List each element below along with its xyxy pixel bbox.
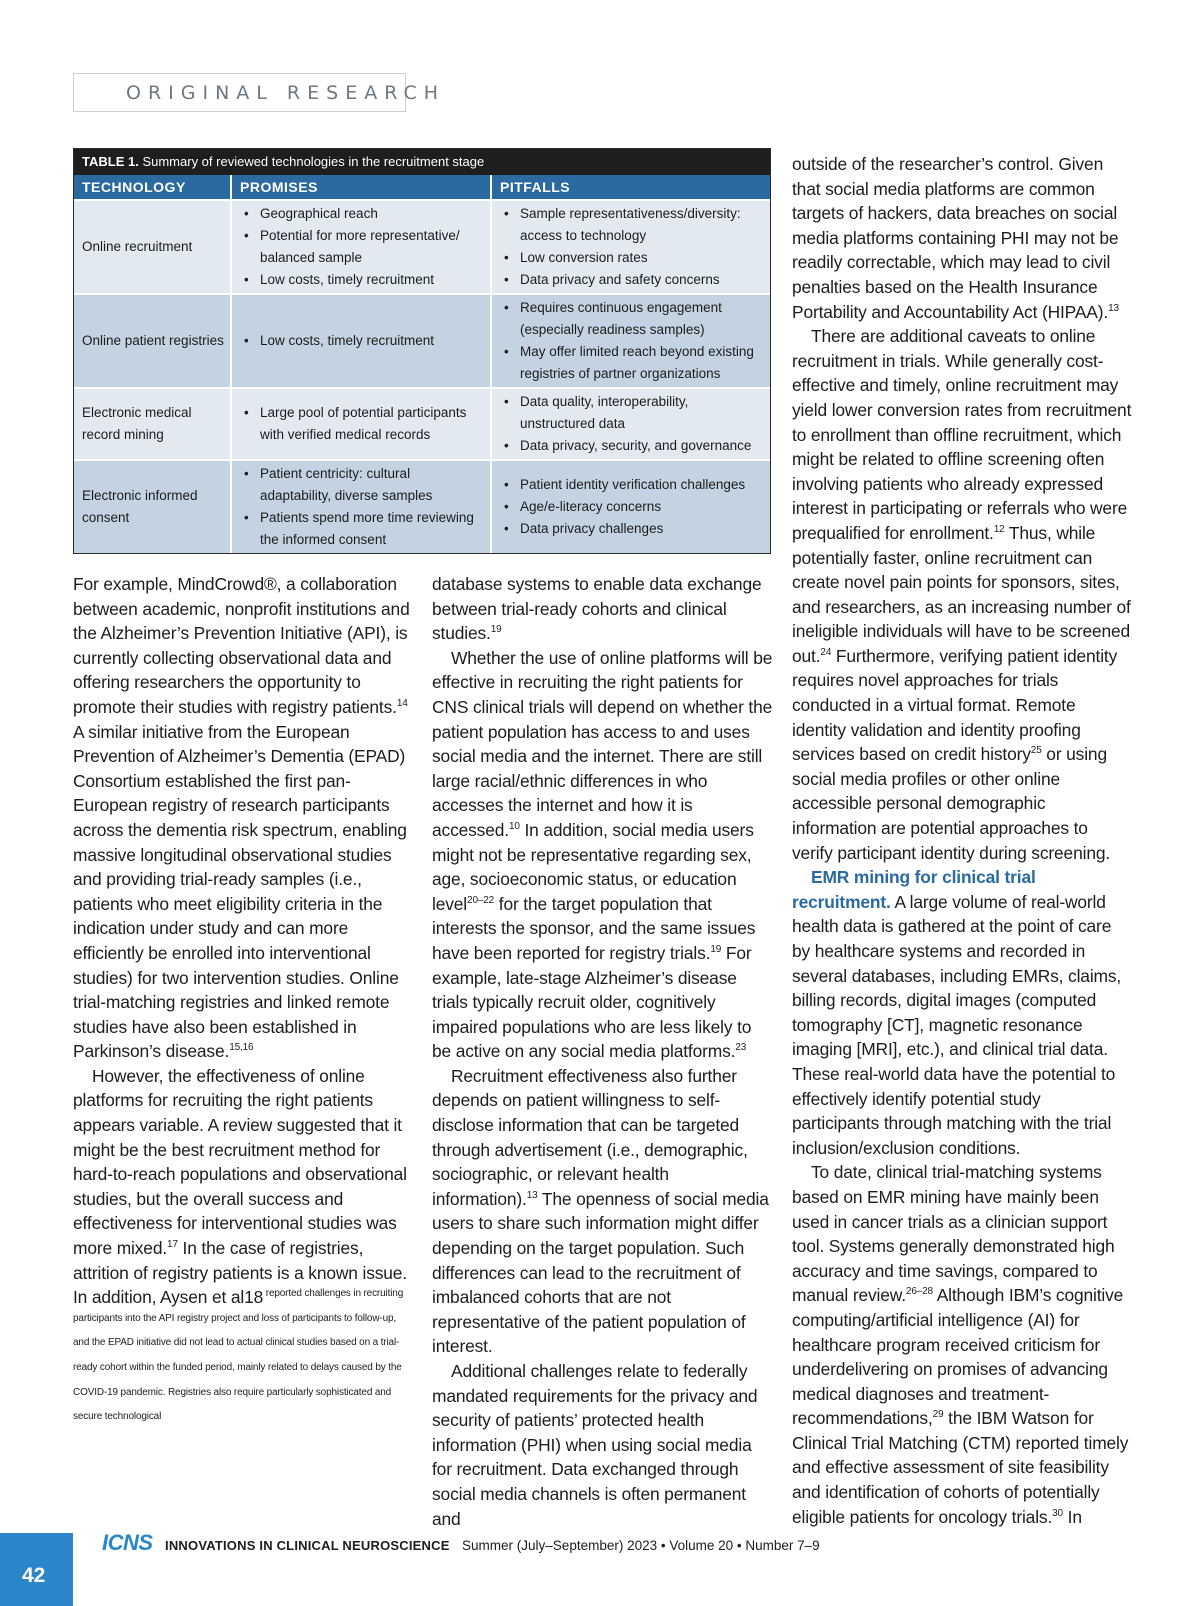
table-row (74, 388, 770, 460)
technology-cell: Online recruitment (74, 200, 231, 294)
page-number: 42 (0, 1533, 73, 1606)
paragraph: Additional challenges relate to federally mandated requirements for the privacy and security of patients’ protected health information (PHI) when using social media for recruitment. Data exchanged through social media channels is often permanent and (432, 1361, 758, 1529)
technology-cell: Electronic medical record mining (74, 388, 231, 460)
list-item: • Low conversion rates (500, 247, 764, 269)
list-item: • May offer limited reach beyond existing registries of partner organizations (500, 341, 764, 385)
footer (102, 1530, 820, 1560)
list-item: • Low costs, timely recruitment (240, 269, 484, 291)
promises-cell (231, 200, 491, 294)
list-item: • Patient centricity: cultural adaptability, diverse samples (240, 463, 484, 507)
table-row (74, 200, 770, 294)
promises-cell (231, 460, 491, 553)
header-pitfalls: PITFALLS (491, 175, 770, 200)
paragraph: Whether the use of online platforms will be effective in recruiting the right patients for CNS clinical trials will depend on whether the patient population has access to and uses social media and the internet. There are still large racial/ethnic differences in who accesses the internet and how it is accessed.$^{10}$ In addition, social media users might not be representative regarding sex, age, socioeconomic status, or education level$^{20-22}$ for the target population that interests the sponsor, and the same issues have been reported for registry trials.$^{19}$ For example, late-stage Alzheimer’s disease trials typically recruit older, cognitively impaired populations who are less likely to be active on any social media platforms.$^{23}$ (432, 647, 773, 1062)
issue-info: Summer (July–September) 2023 • Volume 20 • Number 7–9 (462, 1538, 820, 1553)
technology-cell: Electronic informed consent (74, 460, 231, 553)
list-item: • Age/e-literacy concerns (500, 496, 764, 518)
paragraph: There are additional caveats to online recruitment in trials. While generally cost-effective and timely, online recruitment may yield lower conversion rates from recruitment to enrollment than offline recruitment, which might be related to offline screening often involving patients who already expressed interest in participating or referrals who were prequalified for enrollment.$^{12}$ Thus, while potentially faster, online recruitment can create novel pain points for sponsors, sites, and researchers, as an increasing number of ineligible individuals will have to be screened out.$^{24}$ Furthermore, verifying patient identity requires novel approaches for trials conducted in a virtual format. Remote identity validation and identity proofing services based on credit history$^{25}$ or using social media profiles or other online accessible personal demographic information are potential approaches to verify participant identity during screening. (792, 326, 1132, 863)
list-item: • Geographical reach (240, 203, 484, 225)
pitfalls-cell (491, 200, 770, 294)
table-caption (74, 149, 770, 175)
summary-table (73, 148, 771, 554)
journal-logo: ICNS (102, 1530, 153, 1555)
list-item: • Data privacy, security, and governance (500, 435, 764, 457)
journal-name: INNOVATIONS IN CLINICAL NEUROSCIENCE (165, 1538, 450, 1553)
list-item: • Patient identity verification challenges (500, 474, 764, 496)
paragraph: Recruitment effectiveness also further depends on patient willingness to self-disclose information that can be targeted through advertisement (i.e., demographic, sociographic, or relevant health information).$^{13}$ The openness of social media users to share such information might differ depending on the target population. Such differences can lead to the recruitment of imbalanced cohorts that are not representative of the patient population of interest. (432, 1065, 769, 1357)
list-item: • Sample representativeness/diversity: access to technology (500, 203, 764, 247)
body-column-3 (792, 152, 1132, 1529)
list-item: • Requires continuous engagement (especially readiness samples) (500, 297, 764, 341)
promises-cell (231, 388, 491, 460)
section-label: ORIGINAL RESEARCH (73, 73, 406, 112)
paragraph: EMR mining for clinical trial recruitment. A large volume of real-world health data is gathered at the point of care by healthcare systems and recorded in several databases, including EMRs, claims, billing records, digital images (computed tomography [CT], magnetic resonance imaging [MRI], etc.), and clinical trial data. These real-world data have the potential to effectively identify potential study participants through matching with the trial inclusion/exclusion conditions. (792, 867, 1122, 1158)
pitfalls-cell (491, 460, 770, 553)
technology-cell: Online patient registries (74, 294, 231, 388)
table-row (74, 460, 770, 553)
list-item: • Data privacy challenges (500, 518, 764, 540)
paragraph: database systems to enable data exchange between trial-ready cohorts and clinical studies.$^{19}$ (432, 574, 762, 644)
table-row (74, 294, 770, 388)
table-caption-label: TABLE 1. (82, 154, 139, 169)
paragraph: For example, MindCrowd®, a collaboration between academic, nonprofit institutions and the Alzheimer’s Prevention Initiative (API), is currently collecting observational data and offering researchers the opportunity to promote their studies with registry patients.$^{14}$ A similar initiative from the European Prevention of Alzheimer’s Dementia (EPAD) Consortium established the first pan-European registry of research participants across the dementia risk spectrum, enabling massive longitudinal observational studies and providing trial-ready samples (i.e., patients who meet eligibility criteria in the indication under study and can more efficiently be enrolled into interventional studies) for two intervention studies. Online trial-matching registries and linked remote studies have also been established in Parkinson’s disease.$^{15,16}$ (73, 574, 410, 1062)
promises-cell (231, 294, 491, 388)
paragraph: However, the effectiveness of online platforms for recruiting the right patients appears variable. A review suggested that it might be the best recruitment method for hard-to-reach populations and observational studies, but the overall success and effectiveness for interventional studies was more mixed.$^{17}$ In the case of registries, attrition of registry patients is a known issue. In addition, Aysen et al18 reported challenges in recruiting participants into the API registry project and loss of participants to follow-up, and the EPAD initiative did not lead to actual clinical studies based on a trial-ready cohort within the funded period, mainly related to delays caused by the COVID-19 pandemic. Registries also require particularly sophisticated and secure technological (73, 1065, 408, 1423)
list-item: • Data privacy and safety concerns (500, 269, 764, 291)
body-column-1 (73, 572, 413, 1433)
paragraph: To date, clinical trial-matching systems based on EMR mining have mainly been used in cancer trials as a clinician support tool. Systems generally demonstrated high accuracy and time savings, compared to manual review.$^{26-28}$ Although IBM’s cognitive computing/artificial intelligence (AI) for healthcare program received criticism for underdelivering on promises of advancing medical diagnoses and treatment-recommendations,$^{29}$ the IBM Watson for Clinical Trial Matching (CTM) reported timely and effective assessment of site feasibility and identification of cohorts of potentially eligible patients for oncology trials.$^{30}$ In (792, 1162, 1129, 1527)
pitfalls-cell (491, 294, 770, 388)
header-technology: TECHNOLOGY (74, 175, 231, 200)
list-item: • Large pool of potential participants with verified medical records (240, 402, 484, 446)
list-item: • Patients spend more time reviewing the informed consent (240, 507, 484, 551)
table-caption-text: Summary of reviewed technologies in the recruitment stage (142, 154, 485, 169)
header-promises: PROMISES (231, 175, 491, 200)
list-item: • Potential for more representative/ balanced sample (240, 225, 484, 269)
pitfalls-cell (491, 388, 770, 460)
list-item: • Data quality, interoperability, unstructured data (500, 391, 764, 435)
body-column-2 (432, 572, 774, 1531)
list-item: • Low costs, timely recruitment (240, 330, 484, 352)
paragraph: outside of the researcher’s control. Given that social media platforms are common targets of hackers, data breaches on social media platforms containing PHI may not be readily correctable, which may lead to civil penalties based on the Health Insurance Portability and Accountability Act (HIPAA).$^{13}$ (792, 154, 1119, 322)
subsection-heading: EMR mining for clinical trial recruitment. (792, 867, 1036, 912)
